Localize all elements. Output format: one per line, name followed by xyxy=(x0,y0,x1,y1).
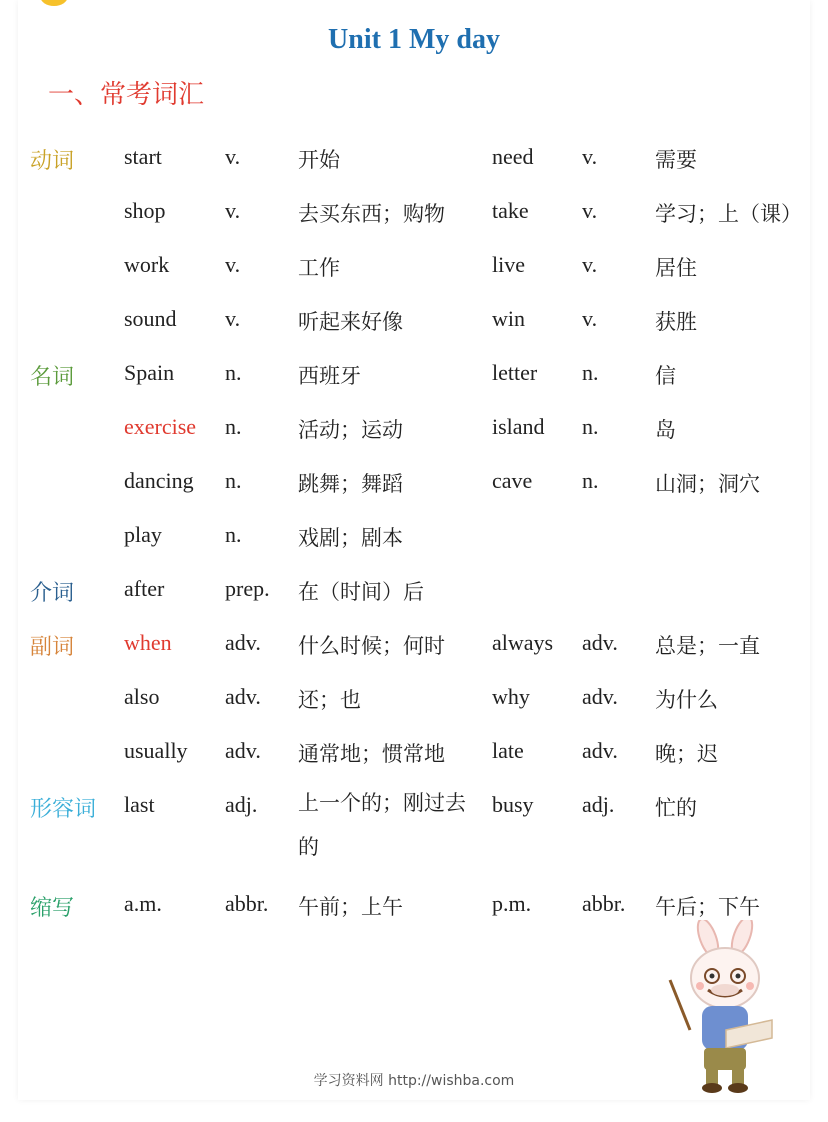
chinese-meaning: 忙的 xyxy=(655,796,697,820)
english-word: p.m. xyxy=(492,891,532,916)
part-of-speech: n. xyxy=(582,360,599,385)
chinese-meaning: 什么时候；何时 xyxy=(298,634,445,658)
category-label: 名词 xyxy=(30,365,75,390)
part-of-speech: adv. xyxy=(225,684,261,709)
vocab-row xyxy=(0,198,828,252)
chinese-meaning: 信 xyxy=(655,364,676,388)
part-of-speech: n. xyxy=(225,468,242,493)
english-word: after xyxy=(124,576,165,601)
chinese-meaning: 戏剧；剧本 xyxy=(298,526,403,550)
vocab-row xyxy=(0,576,828,630)
footer-text: 学习资料网 http://wishba.com xyxy=(313,1073,515,1089)
english-word: Spain xyxy=(124,360,175,385)
category-label: 缩写 xyxy=(30,896,75,921)
english-word: island xyxy=(492,414,545,439)
chinese-meaning: 晚；迟 xyxy=(655,742,718,766)
chinese-meaning: 活动；运动 xyxy=(298,418,403,442)
chinese-meaning: 学习；上（课） xyxy=(655,202,802,226)
english-word: take xyxy=(492,198,529,223)
english-word: sound xyxy=(124,306,177,331)
english-word: a.m. xyxy=(124,891,162,916)
vocab-row xyxy=(0,522,828,576)
english-word: work xyxy=(124,252,170,277)
english-word: need xyxy=(492,144,534,169)
english-word: shop xyxy=(124,198,166,223)
chinese-meaning: 上一个的；刚过去的 xyxy=(298,791,466,859)
vocab-row xyxy=(0,791,828,859)
chinese-meaning: 居住 xyxy=(655,256,697,280)
english-word: late xyxy=(492,738,524,763)
part-of-speech: n. xyxy=(225,414,242,439)
chinese-meaning: 午后；下午 xyxy=(655,895,760,919)
vocab-row xyxy=(0,468,828,522)
english-word: also xyxy=(124,684,160,709)
part-of-speech: adj. xyxy=(582,792,615,817)
chinese-meaning: 西班牙 xyxy=(298,364,361,388)
category-label: 介词 xyxy=(30,581,75,606)
english-word: when xyxy=(124,630,172,655)
part-of-speech: adv. xyxy=(582,684,618,709)
part-of-speech: v. xyxy=(582,144,598,169)
page-title: Unit 1 My day xyxy=(328,24,500,55)
vocab-row xyxy=(0,630,828,684)
vocab-row xyxy=(0,252,828,306)
part-of-speech: v. xyxy=(582,252,598,277)
part-of-speech: v. xyxy=(225,144,241,169)
part-of-speech: v. xyxy=(582,306,598,331)
part-of-speech: adj. xyxy=(225,792,258,817)
category-label: 动词 xyxy=(30,149,75,174)
chinese-meaning: 总是；一直 xyxy=(655,634,760,658)
part-of-speech: abbr. xyxy=(582,891,626,916)
part-of-speech: v. xyxy=(225,252,241,277)
english-word: dancing xyxy=(124,468,194,493)
part-of-speech: prep. xyxy=(225,576,270,601)
english-word: letter xyxy=(492,360,538,385)
part-of-speech: adv. xyxy=(225,630,261,655)
english-word: busy xyxy=(492,792,534,817)
english-word: win xyxy=(492,306,525,331)
chinese-meaning: 去买东西；购物 xyxy=(298,202,445,226)
english-word: cave xyxy=(492,468,533,493)
chinese-meaning: 为什么 xyxy=(655,688,718,712)
chinese-meaning: 通常地；惯常地 xyxy=(298,742,445,766)
chinese-meaning: 需要 xyxy=(655,148,697,172)
vocab-row xyxy=(0,360,828,414)
category-label: 形容词 xyxy=(30,797,97,822)
part-of-speech: n. xyxy=(225,360,242,385)
english-word: last xyxy=(124,792,155,817)
chinese-meaning: 还；也 xyxy=(298,688,361,712)
english-word: always xyxy=(492,630,554,655)
part-of-speech: adv. xyxy=(582,738,618,763)
chinese-meaning: 听起来好像 xyxy=(298,310,403,334)
category-label: 副词 xyxy=(30,635,75,660)
part-of-speech: v. xyxy=(225,306,241,331)
part-of-speech: abbr. xyxy=(225,891,269,916)
english-word: live xyxy=(492,252,525,277)
part-of-speech: n. xyxy=(225,522,242,547)
chinese-meaning: 山洞；洞穴 xyxy=(655,472,760,496)
part-of-speech: adv. xyxy=(225,738,261,763)
part-of-speech: v. xyxy=(225,198,241,223)
part-of-speech: v. xyxy=(582,198,598,223)
chinese-meaning: 在（时间）后 xyxy=(298,580,424,604)
english-word: start xyxy=(124,144,162,169)
chinese-meaning: 跳舞；舞蹈 xyxy=(298,472,403,496)
english-word: usually xyxy=(124,738,188,763)
vocab-row xyxy=(0,414,828,468)
chinese-meaning: 开始 xyxy=(298,148,340,172)
part-of-speech: n. xyxy=(582,414,599,439)
part-of-speech: adv. xyxy=(582,630,618,655)
vocab-row xyxy=(0,306,828,360)
english-word: play xyxy=(124,522,162,547)
section-title: 一、常考词汇 xyxy=(48,80,205,110)
rabbit-teacher-mascot-icon xyxy=(660,920,790,1095)
chinese-meaning: 获胜 xyxy=(655,310,697,334)
chinese-meaning: 岛 xyxy=(655,418,676,442)
part-of-speech: n. xyxy=(582,468,599,493)
vocab-row xyxy=(0,144,828,198)
english-word: why xyxy=(492,684,530,709)
vocab-row xyxy=(0,684,828,738)
chinese-meaning: 午前；上午 xyxy=(298,895,403,919)
english-word: exercise xyxy=(124,414,197,439)
chinese-meaning: 工作 xyxy=(298,256,340,280)
